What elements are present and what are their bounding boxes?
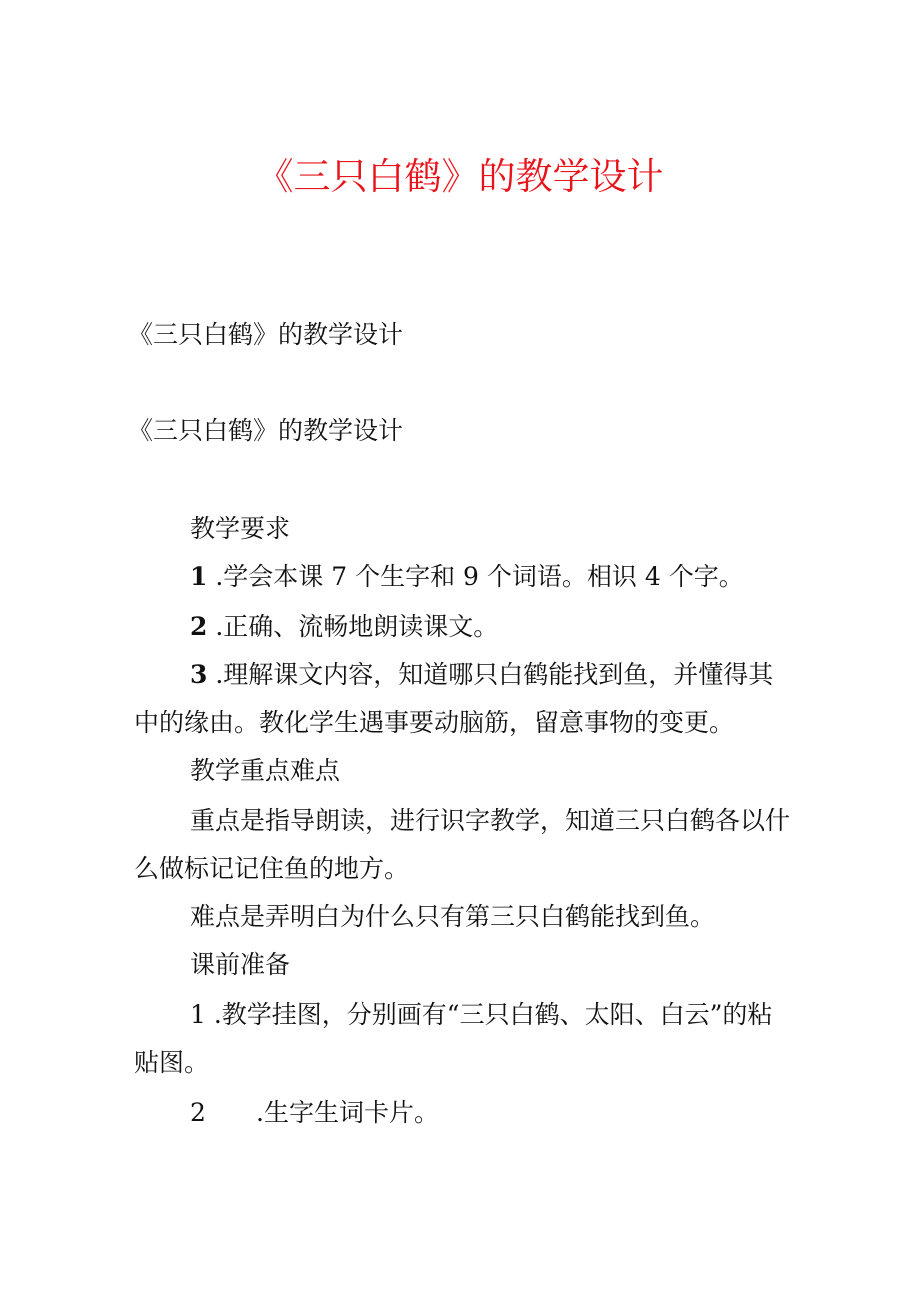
item-number: 3 [190, 660, 208, 689]
requirement-item-3 [190, 658, 773, 692]
item-text: .正确、流畅地朗读课文。 [207, 612, 499, 641]
document-title: 《三只白鹤》的教学设计 [256, 155, 664, 198]
preparation-item-1-continuation: 贴图。 [134, 1048, 210, 1077]
requirement-item-3-continuation: 中的缘由。教化学生遇事要动脑筋，留意事物的变更。 [134, 708, 735, 737]
difficulty-line: 难点是弄明白为什么只有第三只白鹤能找到鱼。 [190, 902, 716, 931]
key-point-line-1: 重点是指导朗读，进行识字教学，知道三只白鹤各以什 [190, 806, 791, 835]
requirement-item-2 [190, 610, 498, 644]
item-text: .理解课文内容，知道哪只白鹤能找到鱼，并懂得其 [207, 660, 774, 689]
requirements-heading: 教学要求 [190, 514, 291, 543]
preparation-heading: 课前准备 [190, 950, 291, 979]
subtitle-1: 《三只白鹤》的教学设计 [128, 320, 404, 349]
item-number: 2 [190, 612, 208, 641]
subtitle-2: 《三只白鹤》的教学设计 [128, 416, 404, 445]
preparation-item-1: 1 .教学挂图，分别画有“三只白鹤、太阳、白云”的粘 [190, 1000, 773, 1029]
requirement-item-1 [190, 560, 744, 594]
item-number: 2 [190, 1098, 206, 1127]
item-text: .学会本课 7 个生字和 9 个词语。相识 4 个字。 [207, 562, 744, 591]
key-point-line-2: 么做标记记住鱼的地方。 [134, 854, 410, 883]
key-points-heading: 教学重点难点 [190, 756, 341, 785]
item-number: 1 [190, 562, 208, 591]
item-text: .生字生词卡片。 [256, 1098, 439, 1127]
